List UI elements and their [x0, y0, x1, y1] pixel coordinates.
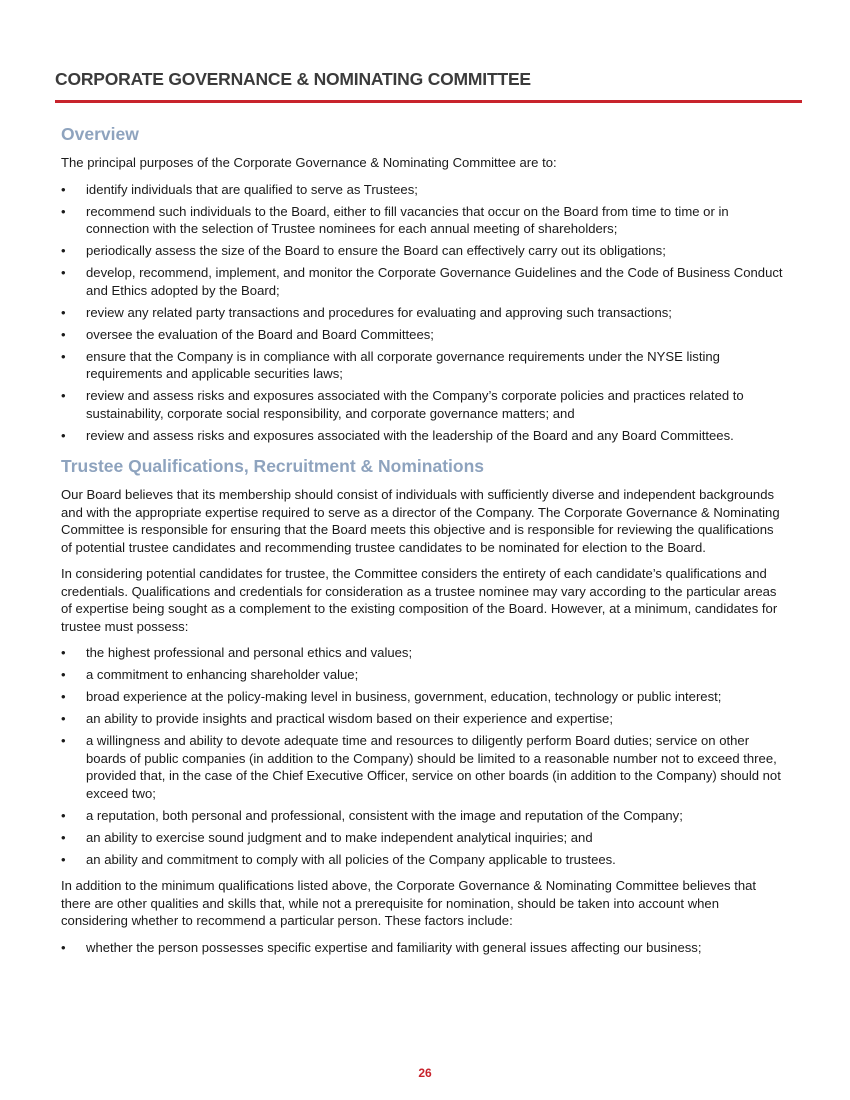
- bullet-icon: •: [61, 348, 66, 364]
- list-item: • develop, recommend, implement, and monitor the Corporate Governance Guidelines and the Code of Business Conduct and Ethics adopted by the Board;: [61, 265, 783, 298]
- list-item: • a willingness and ability to devote adequate time and resources to diligently perform Board duties; service on other boards of public companies (in addition to the Company) should be limited to a reasonable number not to exceed three, provided that, in the case of the Chief Executive Officer, service on other boards (in addition to the Company) should not exceed two;: [61, 733, 781, 801]
- list-item: • review and assess risks and exposures associated with the Company’s corporate policies and practices related to sustainability, corporate social responsibility, and corporate governance matters; and: [61, 388, 744, 421]
- title-divider: [55, 100, 802, 103]
- bullet-icon: •: [61, 645, 66, 660]
- list-item: • whether the person possesses specific expertise and familiarity with general issues affecting our business;: [61, 939, 702, 955]
- bullet-icon: •: [61, 265, 66, 280]
- bullet-icon: •: [61, 304, 66, 320]
- document-body: [61, 122, 783, 965]
- list-item: • the highest professional and personal ethics and values;: [61, 645, 413, 660]
- qualifications-heading: Trustee Qualifications, Recruitment & Nominations: [61, 456, 484, 476]
- overview-intro: The principal purposes of the Corporate Governance & Nominating Committee are to:: [61, 155, 557, 170]
- candidate-considerations-paragraph: In considering potential candidates for trustee, the Committee considers the entirety of each candidate’s qualifications and credentials. Qualifications and credentials for consideration as a trustee nominee may vary according to the particular areas of expertise being sought as a complement to the existing composition of the Board. However, at a minimum, candidates for trustee must possess:: [61, 566, 778, 634]
- bullet-icon: •: [61, 689, 66, 704]
- list-item: • periodically assess the size of the Board to ensure the Board can effectively carry out its obligations;: [61, 243, 666, 258]
- bullet-icon: •: [61, 829, 66, 845]
- list-item: • broad experience at the policy-making level in business, government, education, technology or public interest;: [61, 689, 722, 704]
- list-item: • identify individuals that are qualified to serve as Trustees;: [61, 181, 418, 197]
- overview-heading: Overview: [61, 124, 139, 144]
- additional-factors-list: [61, 939, 783, 957]
- list-item: • a reputation, both personal and professional, consistent with the image and reputation of the Company;: [61, 807, 683, 823]
- page-title: CORPORATE GOVERNANCE & NOMINATING COMMITTEE: [55, 69, 531, 89]
- bullet-icon: •: [61, 388, 66, 403]
- bullet-icon: •: [61, 326, 66, 342]
- bullet-icon: •: [61, 711, 66, 726]
- list-item: • review any related party transactions and procedures for evaluating and approving such transactions;: [61, 304, 672, 320]
- list-item: • an ability to provide insights and practical wisdom based on their experience and expertise;: [61, 711, 613, 726]
- list-item: • a commitment to enhancing shareholder value;: [61, 667, 359, 682]
- bullet-icon: •: [61, 427, 66, 443]
- bullet-icon: •: [61, 851, 66, 867]
- bullet-icon: •: [61, 181, 66, 197]
- list-item: • oversee the evaluation of the Board and Board Committees;: [61, 326, 434, 342]
- list-item: • an ability and commitment to comply with all policies of the Company applicable to trustees.: [61, 851, 616, 867]
- list-item: • ensure that the Company is in compliance with all corporate governance requirements under the NYSE listing requirements and applicable securities laws;: [61, 348, 720, 381]
- page-number: 26: [418, 1066, 432, 1080]
- bullet-icon: •: [61, 939, 66, 955]
- bullet-icon: •: [61, 243, 66, 258]
- list-item: • review and assess risks and exposures associated with the leadership of the Board and any Board Committees.: [61, 427, 734, 443]
- list-item: • an ability to exercise sound judgment and to make independent analytical inquiries; and: [61, 829, 593, 845]
- list-item: • recommend such individuals to the Board, either to fill vacancies that occur on the Board from time to time or in connection with the selection of Trustee nominees for each annual meeting of shareholders;: [61, 203, 729, 236]
- bullet-icon: •: [61, 203, 66, 219]
- bullet-icon: •: [61, 667, 66, 682]
- overview-purpose-list: [61, 181, 783, 445]
- bullet-icon: •: [61, 807, 66, 823]
- bullet-icon: •: [61, 733, 66, 748]
- additional-factors-paragraph: In addition to the minimum qualifications listed above, the Corporate Governance & Nominating Committee believes that there are other qualities and skills that, while not a prerequisite for nomination, should be taken into account when considering whether to recommend a particular person. These factors include:: [61, 878, 757, 928]
- minimum-qualifications-list: [61, 644, 783, 868]
- board-membership-paragraph: Our Board believes that its membership should consist of individuals with sufficiently diverse and independent backgrounds and with the appropriate expertise required to serve as a director of the Company. The Corporate Governance & Nominating Committee is responsible for ensuring that the Board meets this objective and is responsible for reviewing the qualifications of potential trustee candidates and recommending trustee candidates to be nominated for election to the Board.: [61, 487, 780, 555]
